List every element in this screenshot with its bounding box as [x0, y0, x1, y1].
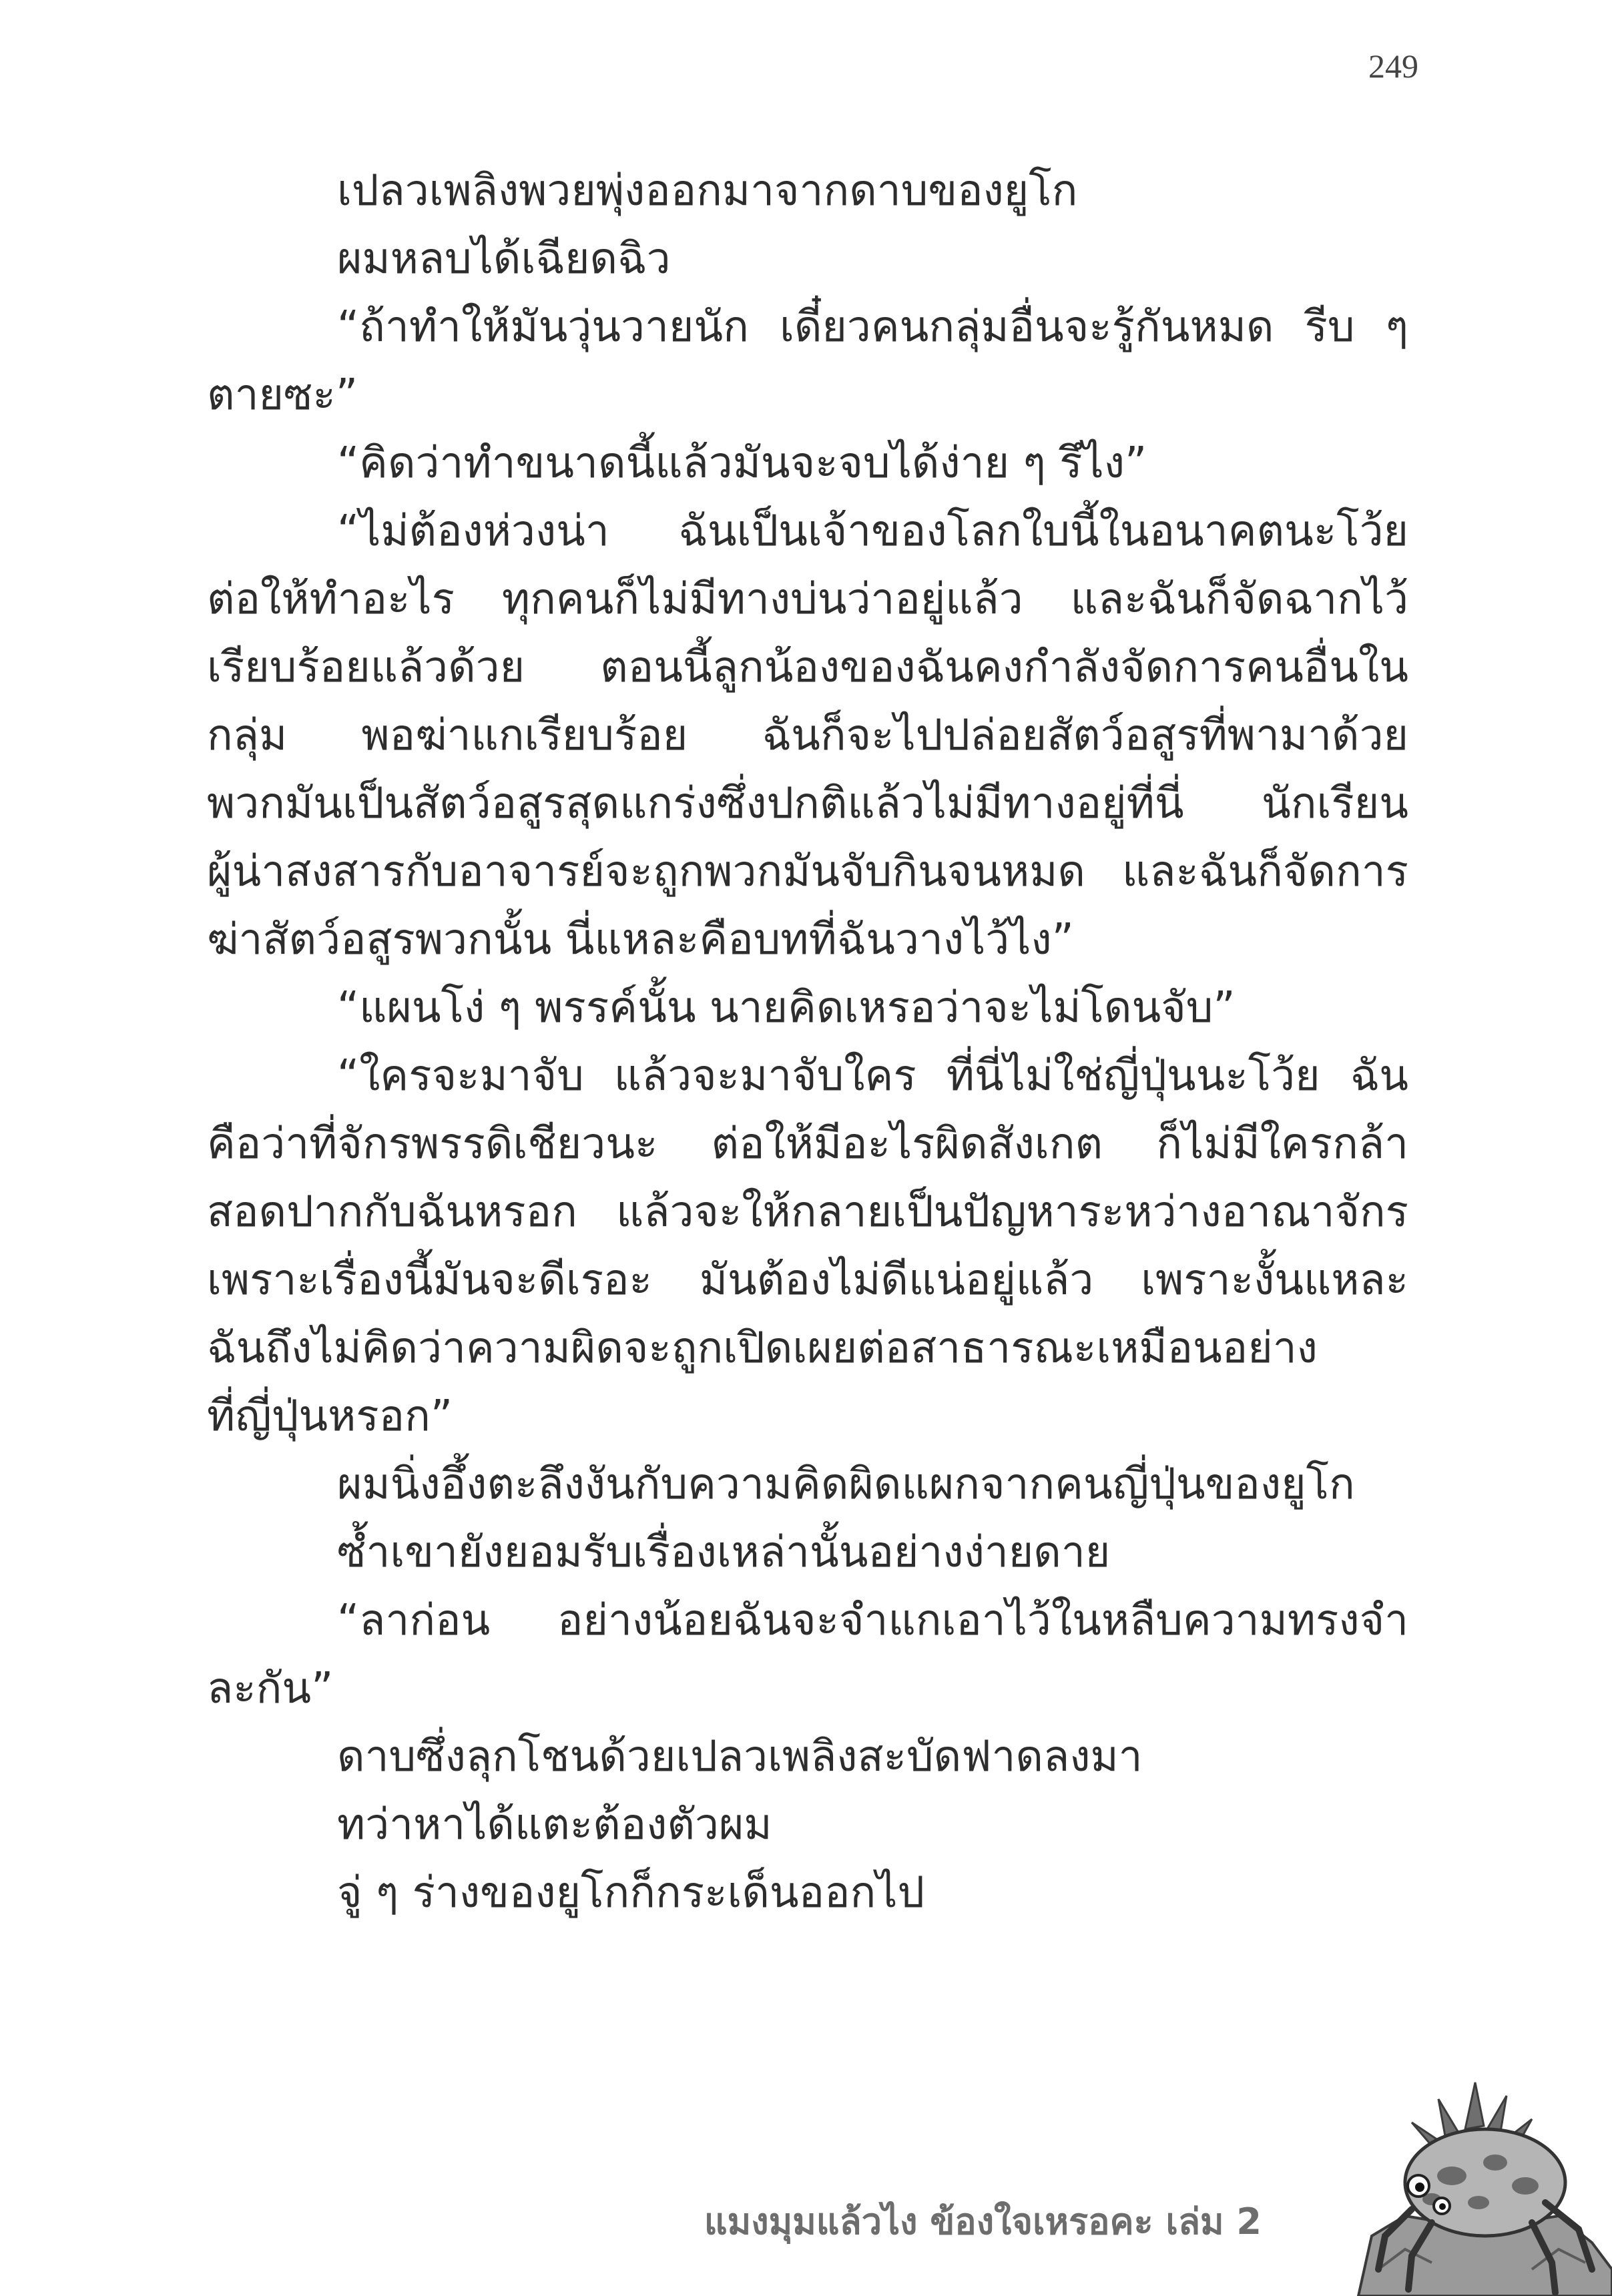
paragraph-line: เรียบร้อยแล้วด้วย ตอนนี้ลูกน้องของฉันคงกำลังจัดการคนอื่นใน	[207, 643, 1408, 692]
paragraph-line: ผมหลบได้เฉียดฉิว	[337, 234, 671, 284]
paragraph-line: “ลาก่อน อย่างน้อยฉันจะจำแกเอาไว้ในหลืบความทรงจำ	[337, 1596, 1408, 1645]
paragraph-line: ตายซะ”	[207, 370, 358, 420]
paragraph-line: ฉันถึงไม่คิดว่าความผิดจะถูกเปิดเผยต่อสาธารณะเหมือนอย่าง	[207, 1324, 1318, 1373]
paragraph-line: พวกมันเป็นสัตว์อสูรสุดแกร่งซึ่งปกติแล้วไม่มีทางอยู่ที่นี่ นักเรียน	[207, 779, 1408, 828]
paragraph-line: ซ้ำเขายังยอมรับเรื่องเหล่านั้นอย่างง่ายดาย	[337, 1528, 1111, 1577]
paragraph-line: จู่ ๆ ร่างของยูโกก็กระเด็นออกไป	[337, 1868, 925, 1918]
paragraph-line: “คิดว่าทำขนาดนี้แล้วมันจะจบได้ง่าย ๆ รึไง”	[337, 439, 1147, 488]
paragraph-line: กลุ่ม พอฆ่าแกเรียบร้อย ฉันก็จะไปปล่อยสัตว์อสูรที่พามาด้วย	[207, 711, 1408, 760]
paragraph-line: ฆ่าสัตว์อสูรพวกนั้น นี่แหละคือบทที่ฉันวางไว้ไง”	[207, 915, 1074, 964]
paragraph-line: สอดปากกับฉันหรอก แล้วจะให้กลายเป็นปัญหาระหว่างอาณาจักร	[207, 1187, 1408, 1237]
paragraph-line: ที่ญี่ปุ่นหรอก”	[207, 1392, 453, 1441]
footer-book-title: แมงมุมแล้วไง ข้องใจเหรอคะ เล่ม 2	[704, 2201, 1262, 2243]
paragraph-line: คือว่าที่จักรพรรดิเชียวนะ ต่อให้มีอะไรผิดสังเกต ก็ไม่มีใครกล้า	[207, 1119, 1408, 1169]
paragraph-line: เปลวเพลิงพวยพุ่งออกมาจากดาบของยูโก	[337, 166, 1078, 216]
paragraph-line: ดาบซึ่งลุกโชนด้วยเปลวเพลิงสะบัดฟาดลงมา	[337, 1732, 1143, 1781]
paragraph-line: ผู้น่าสงสารกับอาจารย์จะถูกพวกมันจับกินจนหมด และฉันก็จัดการ	[207, 847, 1408, 896]
paragraph-line: “แผนโง่ ๆ พรรค์นั้น นายคิดเหรอว่าจะไม่โดนจับ”	[337, 983, 1236, 1033]
paragraph-line: “ใครจะมาจับ แล้วจะมาจับใคร ที่นี่ไม่ใช่ญี่ปุ่นนะโว้ย ฉัน	[337, 1051, 1408, 1101]
paragraph-line: ละกัน”	[207, 1664, 334, 1713]
paragraph-line: ผมนิ่งอึ้งตะลึงงันกับความคิดผิดแผกจากคนญี่ปุ่นของยูโก	[337, 1460, 1355, 1509]
spider-monster-illustration	[1332, 2069, 1612, 2296]
paragraph-line: “ไม่ต้องห่วงน่า ฉันเป็นเจ้าของโลกใบนี้ในอนาคตนะโว้ย	[337, 507, 1408, 556]
page-number: 249	[1368, 47, 1418, 85]
paragraph-line: “ถ้าทำให้มันวุ่นวายนัก เดี๋ยวคนกลุ่มอื่นจะรู้กันหมด รีบ ๆ	[337, 302, 1408, 352]
paragraph-line: ต่อให้ทำอะไร ทุกคนก็ไม่มีทางบ่นว่าอยู่แล้ว และฉันก็จัดฉากไว้	[207, 575, 1408, 624]
paragraph-line: เพราะเรื่องนี้มันจะดีเรอะ มันต้องไม่ดีแน่อยู่แล้ว เพราะงั้นแหละ	[207, 1255, 1408, 1305]
paragraph-line: ทว่าหาได้แตะต้องตัวผม	[337, 1800, 772, 1849]
body-text	[207, 157, 1408, 1927]
